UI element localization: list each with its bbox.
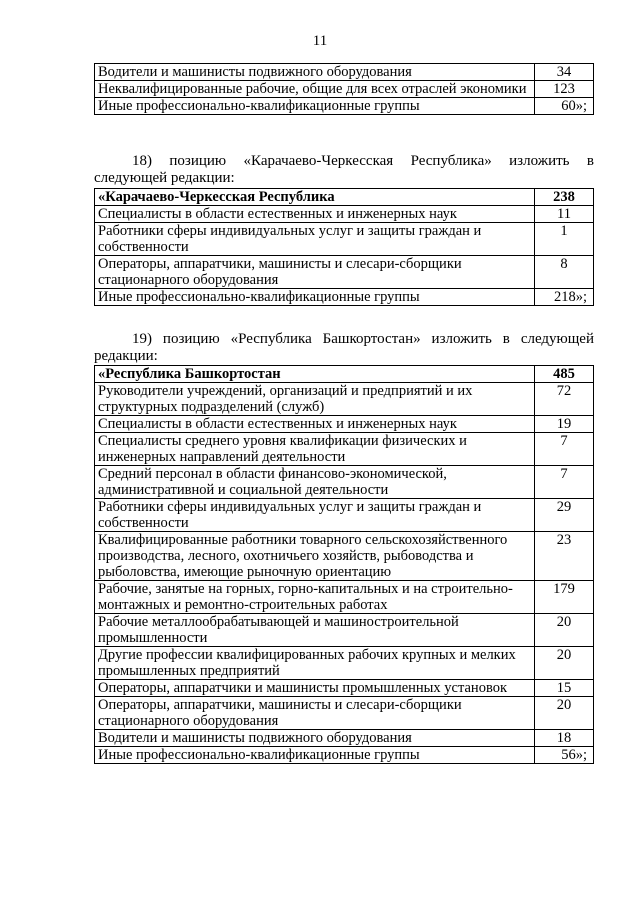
table-row	[95, 614, 594, 647]
row-label: Операторы, аппаратчики, машинисты и слесари-сборщики стационарного оборудования	[95, 256, 535, 289]
table-row	[95, 416, 594, 433]
table-header-row	[95, 366, 594, 383]
table-row	[95, 730, 594, 747]
row-value: 18	[535, 730, 594, 747]
table-continuation	[94, 63, 594, 115]
table-header-row	[95, 189, 594, 206]
table-row	[95, 206, 594, 223]
row-value: 8	[535, 256, 594, 289]
row-value: 29	[535, 499, 594, 532]
row-label: Работники сферы индивидуальных услуг и защиты граждан и собственности	[95, 223, 535, 256]
row-label: Средний персонал в области финансово-экономической, административной и социальной деятельности	[95, 466, 535, 499]
table-row	[95, 697, 594, 730]
row-label: Иные профессионально-квалификационные группы	[95, 747, 535, 764]
row-value: 72	[535, 383, 594, 416]
table-row	[95, 98, 594, 115]
row-label: Специалисты в области естественных и инженерных наук	[95, 416, 535, 433]
row-value: 7	[535, 466, 594, 499]
row-label: Неквалифицированные рабочие, общие для всех отраслей экономики	[95, 81, 535, 98]
region-name: «Республика Башкортостан	[95, 366, 535, 383]
row-value: 23	[535, 532, 594, 581]
region-name: «Карачаево-Черкесская Республика	[95, 189, 535, 206]
row-value: 19	[535, 416, 594, 433]
row-label: Иные профессионально-квалификационные группы	[95, 98, 535, 115]
row-label: Рабочие, занятые на горных, горно-капитальных и на строительно-монтажных и ремонтно-строительных работах	[95, 581, 535, 614]
row-label: Другие профессии квалифицированных рабочих крупных и мелких промышленных предприятий	[95, 647, 535, 680]
table-row	[95, 747, 594, 764]
region-total: 485	[535, 366, 594, 383]
table-row	[95, 289, 594, 306]
row-value: 11	[535, 206, 594, 223]
table-row	[95, 81, 594, 98]
row-value: 20	[535, 647, 594, 680]
table-row	[95, 64, 594, 81]
paragraph-18: 18) позицию «Карачаево-Черкесская Республика» изложить в следующей редакции:	[94, 153, 594, 186]
row-label: Операторы, аппаратчики, машинисты и слесари-сборщики стационарного оборудования	[95, 697, 535, 730]
row-value: 218»;	[535, 289, 594, 306]
row-label: Иные профессионально-квалификационные группы	[95, 289, 535, 306]
row-label: Рабочие металлообрабатывающей и машиностроительной промышленности	[95, 614, 535, 647]
row-value: 20	[535, 614, 594, 647]
row-value: 60»;	[535, 98, 594, 115]
row-label: Операторы, аппаратчики и машинисты промышленных установок	[95, 680, 535, 697]
table-row	[95, 581, 594, 614]
row-label: Водители и машинисты подвижного оборудования	[95, 64, 535, 81]
row-label: Специалисты среднего уровня квалификации физических и инженерных направлений деятельности	[95, 433, 535, 466]
row-value: 20	[535, 697, 594, 730]
row-value: 56»;	[535, 747, 594, 764]
table-row	[95, 499, 594, 532]
row-label: Водители и машинисты подвижного оборудования	[95, 730, 535, 747]
table-row	[95, 466, 594, 499]
row-value: 179	[535, 581, 594, 614]
table-bashkortostan	[94, 365, 594, 764]
page-number: 11	[312, 33, 328, 49]
table-row	[95, 223, 594, 256]
paragraph-19: 19) позицию «Республика Башкортостан» изложить в следующей редакции:	[94, 331, 594, 364]
table-row	[95, 433, 594, 466]
table-row	[95, 383, 594, 416]
row-value: 1	[535, 223, 594, 256]
table-row	[95, 256, 594, 289]
row-label: Работники сферы индивидуальных услуг и защиты граждан и собственности	[95, 499, 535, 532]
row-value: 7	[535, 433, 594, 466]
table-row	[95, 532, 594, 581]
row-label: Специалисты в области естественных и инженерных наук	[95, 206, 535, 223]
row-value: 123	[535, 81, 594, 98]
row-value: 34	[535, 64, 594, 81]
row-value: 15	[535, 680, 594, 697]
table-karachay-cherkess	[94, 188, 594, 306]
row-label: Руководители учреждений, организаций и предприятий и их структурных подразделений (служб)	[95, 383, 535, 416]
row-label: Квалифицированные работники товарного сельскохозяйственного производства, лесного, охотничьего хозяйств, рыбоводства и рыболовства, имеющие рыночную ориентацию	[95, 532, 535, 581]
table-row	[95, 680, 594, 697]
region-total: 238	[535, 189, 594, 206]
table-row	[95, 647, 594, 680]
